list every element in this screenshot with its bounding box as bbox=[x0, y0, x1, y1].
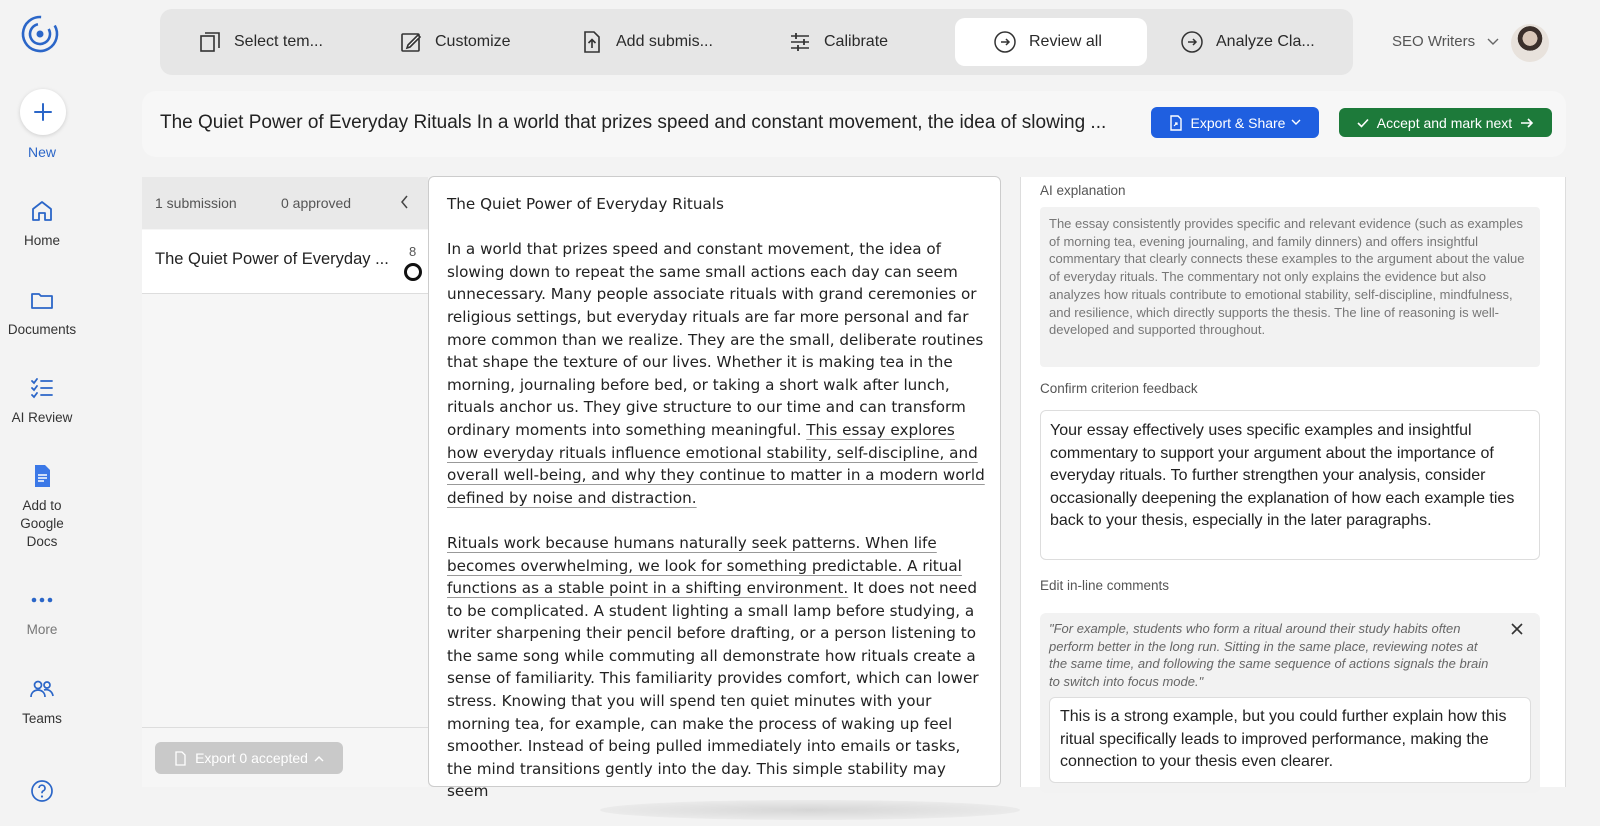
workspace-name: SEO Writers bbox=[1392, 33, 1476, 50]
nav-home[interactable] bbox=[0, 198, 84, 250]
step-customize-label: Customize bbox=[435, 33, 511, 50]
nav-google-docs-label: Add to Google Docs bbox=[20, 498, 64, 549]
review-panel bbox=[1020, 177, 1566, 787]
export-accepted-label: Export 0 accepted bbox=[195, 750, 308, 766]
document-header bbox=[142, 91, 1566, 157]
submissions-panel bbox=[142, 177, 428, 787]
comment-quote: "For example, students who form a ritual around their study habits often perform better in the long run. Sitting in the same place, reviewing notes at the same time, and following the same sequence of actions signals the brain to switch into focus mode." bbox=[1049, 621, 1489, 690]
plus-icon bbox=[32, 101, 54, 123]
close-icon[interactable] bbox=[1509, 621, 1525, 637]
document-title: The Quiet Power of Everyday Rituals In a world that prizes speed and constant movement, the idea of slowing ... bbox=[160, 112, 1107, 133]
bottom-shadow bbox=[600, 800, 1020, 820]
app-logo-icon[interactable] bbox=[20, 14, 60, 54]
upload-icon bbox=[580, 30, 604, 54]
step-review-all-label: Review all bbox=[1029, 33, 1102, 50]
more-icon bbox=[29, 587, 55, 613]
new-button[interactable] bbox=[20, 89, 66, 135]
workspace-selector[interactable] bbox=[1392, 33, 1499, 50]
inline-comments-label: Edit in-line comments bbox=[1040, 578, 1170, 593]
step-select-template-label: Select tem... bbox=[234, 33, 323, 50]
nav-ai-review[interactable] bbox=[0, 375, 84, 427]
nav-teams[interactable] bbox=[0, 676, 84, 728]
status-ring-icon bbox=[404, 263, 422, 281]
nav-ai-review-label: AI Review bbox=[11, 410, 73, 425]
home-icon bbox=[29, 198, 55, 224]
nav-home-label: Home bbox=[23, 233, 60, 248]
accept-mark-next-button[interactable] bbox=[1339, 108, 1552, 137]
step-customize[interactable] bbox=[399, 18, 511, 66]
submission-row[interactable] bbox=[142, 230, 428, 294]
template-icon bbox=[198, 30, 222, 54]
criterion-feedback-field[interactable]: Your essay effectively uses specific examples and insightful commentary to support your argument about the importance of everyday rituals. To further strengthen your analysis, consider occasionally deepening the explanation of how each example ties back to your thesis, especially in the later paragraphs. bbox=[1040, 410, 1540, 560]
check-icon bbox=[1357, 118, 1369, 128]
export-accepted-button[interactable] bbox=[155, 742, 343, 774]
comment-text-field[interactable]: This is a strong example, but you could further explain how this ritual specifically leads to improved performance, making the connection to your thesis even clearer. bbox=[1049, 697, 1531, 783]
export-share-button[interactable] bbox=[1151, 107, 1319, 138]
ai-explanation-text: The essay consistently provides specific and relevant evidence (such as examples of morning tea, evening journaling, and family dinners) and offers insightful commentary that clearly connects these examples to the argument about the value of everyday rituals. The commentary not only explains the evidence but also analyzes how rituals contribute to emotional stability, self-discipline, mindfulness, and resilience, which directly supports the thesis. The line of reasoning is well-developed and supported throughout. bbox=[1040, 207, 1540, 367]
arrow-circle-icon bbox=[993, 30, 1017, 54]
approved-count: 0 approved bbox=[281, 195, 352, 211]
ai-explanation-label: AI explanation bbox=[1040, 183, 1126, 198]
step-add-submissions-label: Add submis... bbox=[616, 33, 713, 50]
nav-documents[interactable] bbox=[0, 287, 84, 339]
export-share-label: Export & Share bbox=[1190, 114, 1286, 131]
step-analyze-class[interactable] bbox=[1180, 18, 1315, 66]
essay-body bbox=[447, 193, 987, 826]
help-button[interactable] bbox=[0, 778, 84, 804]
criterion-feedback-label: Confirm criterion feedback bbox=[1040, 381, 1198, 396]
sliders-icon bbox=[788, 30, 812, 54]
edit-icon bbox=[399, 30, 423, 54]
essay-paragraph bbox=[447, 532, 987, 803]
step-analyze-class-label: Analyze Cla... bbox=[1216, 33, 1315, 50]
step-review-all[interactable] bbox=[955, 18, 1147, 66]
checklist-icon bbox=[29, 375, 55, 401]
inline-comment bbox=[1040, 613, 1540, 793]
accept-mark-next-label: Accept and mark next bbox=[1376, 114, 1513, 131]
submission-count: 1 submission bbox=[155, 195, 237, 211]
nav-more[interactable] bbox=[0, 587, 84, 639]
arrow-circle-icon bbox=[1180, 30, 1204, 54]
file-icon bbox=[174, 751, 187, 766]
teams-icon bbox=[29, 676, 55, 702]
essay-viewer[interactable] bbox=[428, 176, 1001, 801]
step-select-template[interactable] bbox=[198, 18, 323, 66]
collapse-chevron-icon[interactable] bbox=[400, 195, 409, 209]
left-rail bbox=[0, 0, 84, 811]
essay-text: In a world that prizes speed and constant movement, the idea of slowing down to repeat the same small actions each day can seem unnecessary. Many people associate rituals with grand ceremonies or religious settings, but everyday rituals are far more personal and far more common than we realize. They are the small, deliberate routines that shape the texture of our lives. Whether it is making tea in the morning, journaling before bed, or taking a short walk after lunch, rituals anchor us. They give structure to our time and can transform ordinary moments into something meaningful. bbox=[447, 240, 984, 439]
step-calibrate[interactable] bbox=[788, 18, 888, 66]
submissions-header bbox=[142, 177, 428, 229]
step-calibrate-label: Calibrate bbox=[824, 33, 889, 50]
submissions-footer bbox=[142, 727, 428, 787]
nav-google-docs[interactable] bbox=[0, 463, 84, 551]
workflow-steps bbox=[160, 9, 1353, 75]
submission-score: 8 bbox=[409, 244, 417, 259]
user-avatar[interactable] bbox=[1511, 24, 1549, 62]
file-icon bbox=[1169, 115, 1183, 131]
chevron-up-icon bbox=[314, 755, 324, 762]
folder-icon bbox=[29, 287, 55, 313]
step-add-submissions[interactable] bbox=[580, 18, 713, 66]
nav-documents-label: Documents bbox=[7, 322, 77, 337]
arrow-right-icon bbox=[1520, 117, 1534, 129]
chevron-down-icon bbox=[1487, 38, 1499, 46]
nav-more-label: More bbox=[26, 622, 58, 637]
nav-teams-label: Teams bbox=[22, 711, 62, 726]
submission-title: The Quiet Power of Everyday ... bbox=[155, 250, 389, 268]
essay-paragraph bbox=[447, 238, 987, 509]
highlighted-thesis[interactable]: This essay explores how everyday rituals influence emotional stability, self-discipline, and overall well-being, and why they continue to matter in a modern world defined by noise and distraction. bbox=[447, 420, 985, 507]
highlighted-passage[interactable]: Rituals work because humans naturally seek patterns. When life becomes overwhelming, we look for something predictable. A ritual functions as a stable point in a shifting environment. bbox=[447, 533, 962, 598]
essay-title: The Quiet Power of Everyday Rituals bbox=[447, 195, 724, 213]
essay-text: It does not need to be complicated. A student lighting a small lamp before studying, a writer sharpening their pencil before drafting, or a person listening to the same song while commuting all demonstrate how rituals create a sense of familiarity. This familiarity provides comfort, which can lower stress. Knowing that you will spend ten quiet minutes with your morning tea, for example, can make the process of waking up feel smoother. Instead of being pulled immediately into emails or tasks, the mind transitions gently into the day. This simple stability may seem bbox=[447, 579, 979, 801]
help-icon bbox=[29, 778, 55, 804]
new-label: New bbox=[27, 144, 56, 160]
chevron-down-icon bbox=[1291, 119, 1301, 126]
google-docs-icon bbox=[29, 463, 55, 489]
